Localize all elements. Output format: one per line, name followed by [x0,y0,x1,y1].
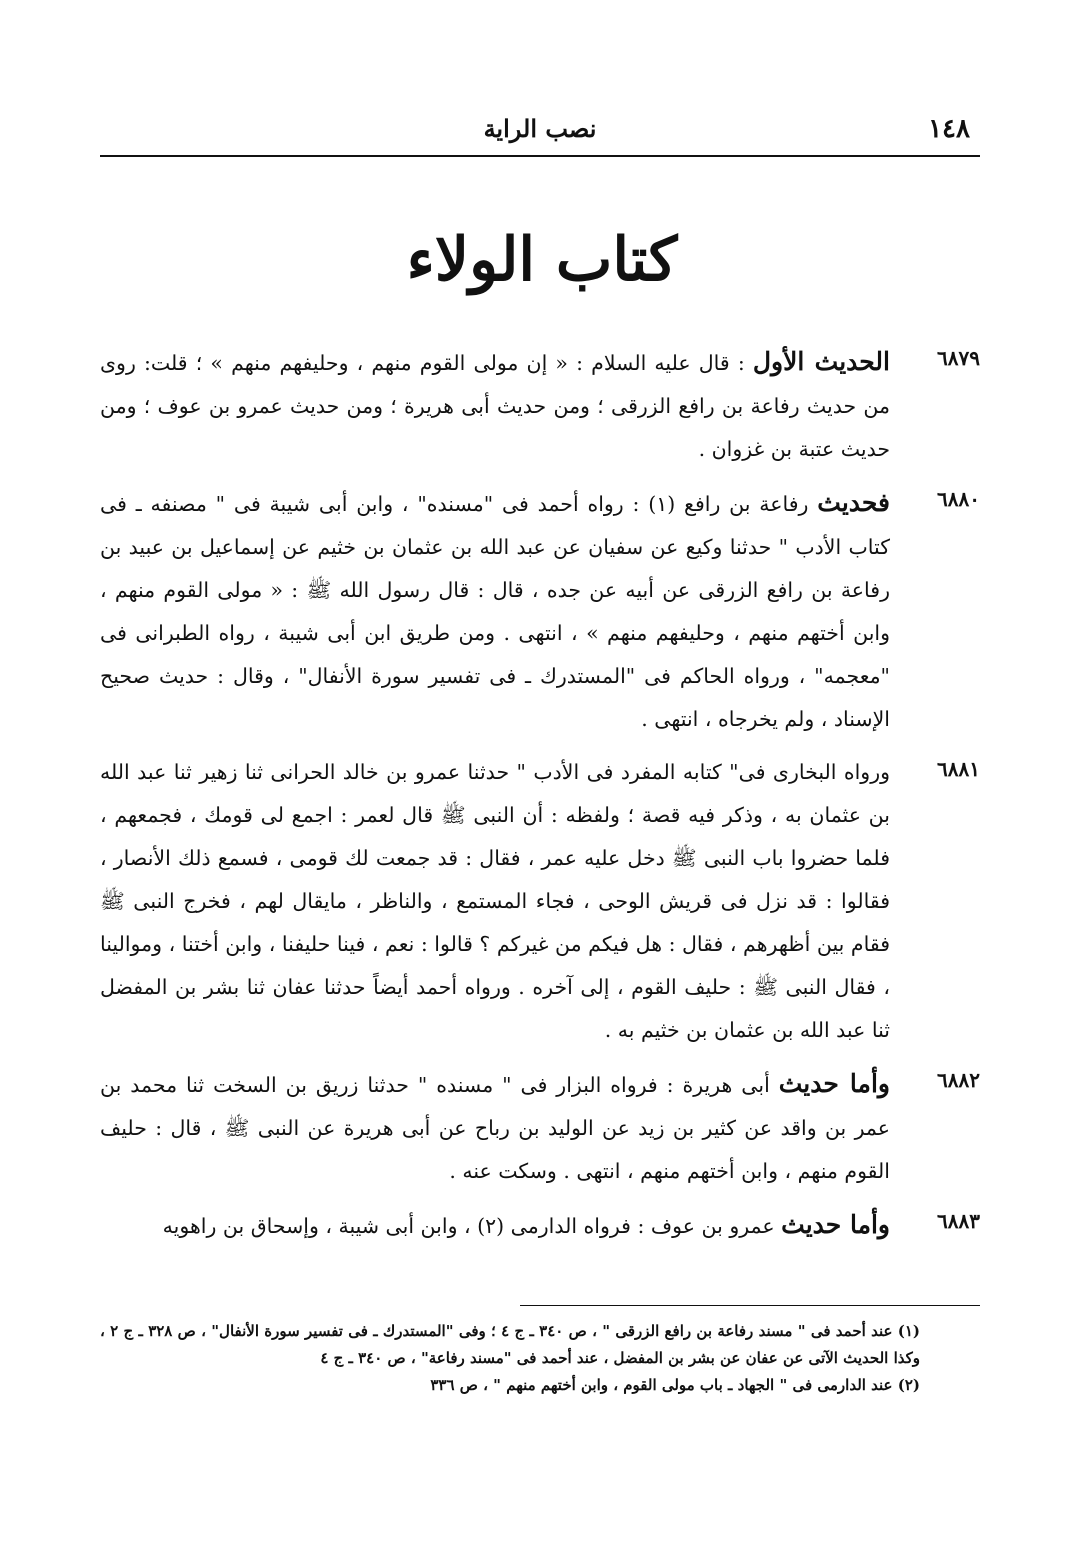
entry-text [100,751,890,1052]
hadith-entry [100,481,980,741]
entry-lead: وأما حديث [781,1210,890,1239]
page-number: ١٤٨ [928,114,970,144]
footnotes [100,1318,920,1399]
chapter-title: كتاب الولاء [406,225,678,295]
running-title: نصب الراية [483,114,597,143]
entry-lead: وأما حديث [778,1069,890,1098]
entry-text [100,340,890,471]
entry-number: ٦٨٨٠ [937,487,980,511]
entry-body: عمرو بن عوف : فرواه الدارمى (٢) ، وابن أبى شيبة ، وإسحاق بن راهويه [162,1214,775,1238]
entry-number: ٦٨٨٢ [937,1068,980,1092]
entry-body: أبى هريرة : فرواه البزار فى " مسنده " حدثنا زريق بن السخت ثنا محمد بن عمر بن واقد عن كثير بن زيد عن الوليد بن رباح عن أبى هريرة عن النبى ﷺ ، قال : حليف القوم منهم ، وابن أختهم منهم ، انتهى . وسكت عنه . [100,1073,890,1183]
entry-body: رفاعة بن رافع (١) : رواه أحمد فى "مسنده" ، وابن أبى شيبة فى " مصنفه ـ فى كتاب الأدب " حدثنا وكيع عن سفيان عن عبد الله بن عثمان بن خثيم عن إسماعيل بن عبيد بن رفاعة بن رافع الزرقى عن أبيه عن جده ، قال : قال رسول الله ﷺ : « مولى القوم منهم ، وابن أختهم منهم ، وحليفهم منهم » ، انتهى . ومن طريق ابن أبى شيبة ، رواه الطبرانى فى "معجمه" ، ورواه الحاكم فى "المستدرك ـ فى تفسير سورة الأنفال" ، وقال : حديث صحيح الإسناد ، ولم يخرجاه ، انتهى . [100,492,890,731]
header-rule [100,155,980,157]
entry-number: ٦٨٨٣ [937,1209,980,1233]
entry-lead: فحديث [817,488,890,517]
main-text [100,340,980,1258]
entry-lead: الحديث الأول [752,347,890,376]
entry-number: ٦٨٧٩ [937,346,980,370]
entry-number: ٦٨٨١ [937,757,980,781]
page-header [100,110,980,154]
entry-text [100,1203,890,1248]
entry-text [100,1062,890,1193]
hadith-entry [100,751,980,1052]
hadith-entry [100,340,980,471]
hadith-entry [100,1062,980,1193]
entry-body: : قال عليه السلام : « إن مولى القوم منهم ، وحليفهم منهم » ؛ قلت: روى من حديث رفاعة بن رافع الزرقى ؛ ومن حديث أبى هريرة ؛ ومن حديث عمرو بن عوف ؛ ومن حديث عتبة بن غزوان . [100,351,890,461]
footnote: (١) عند أحمد فى " مسند رفاعة بن رافع الزرقى " ، ص ٣٤٠ ـ ج ٤ ؛ وفى "المستدرك ـ فى تفسير سورة الأنفال" ، ص ٣٢٨ ـ ج ٢ ، وكذا الحديث الآتى عن عفان عن بشر بن المفضل ، عند أحمد فى "مسند رفاعة" ، ص ٣٤٠ ـ ج ٤ [100,1322,920,1367]
hadith-entry [100,1203,980,1248]
entry-text [100,481,890,741]
footnote-rule [520,1305,980,1306]
entry-body: ورواه البخارى فى" كتابه المفرد فى الأدب " حدثنا عمرو بن خالد الحرانى ثنا زهير ثنا عبد الله بن عثمان به ، وذكر فيه قصة ؛ ولفظه : أن النبى ﷺ قال لعمر : اجمع لى قومك ، فجمعهم ، فلما حضروا باب النبى ﷺ دخل عليه عمر ، فقال : قد جمعت لك قومى ، فسمع ذلك الأنصار ، فقالوا : قد نزل فى قريش الوحى ، فجاء المستمع ، والناظر ، مايقال لهم ، فخرج النبى ﷺ فقام بين أظهرهم ، فقال : هل فيكم من غيركم ؟ قالوا : نعم ، فينا حليفنا ، وابن أختنا ، وموالينا ، فقال النبى ﷺ : حليف القوم ، إلى آخره . ورواه أحمد أيضاً حدثنا عفان ثنا بشر بن المفضل ثنا عبد الله بن عثمان بن خثيم به . [100,760,890,1042]
footnote: (٢) عند الدارمى فى " الجهاد ـ باب مولى القوم ، وابن أختهم منهم " ، ص ٣٣٦ [430,1376,920,1394]
